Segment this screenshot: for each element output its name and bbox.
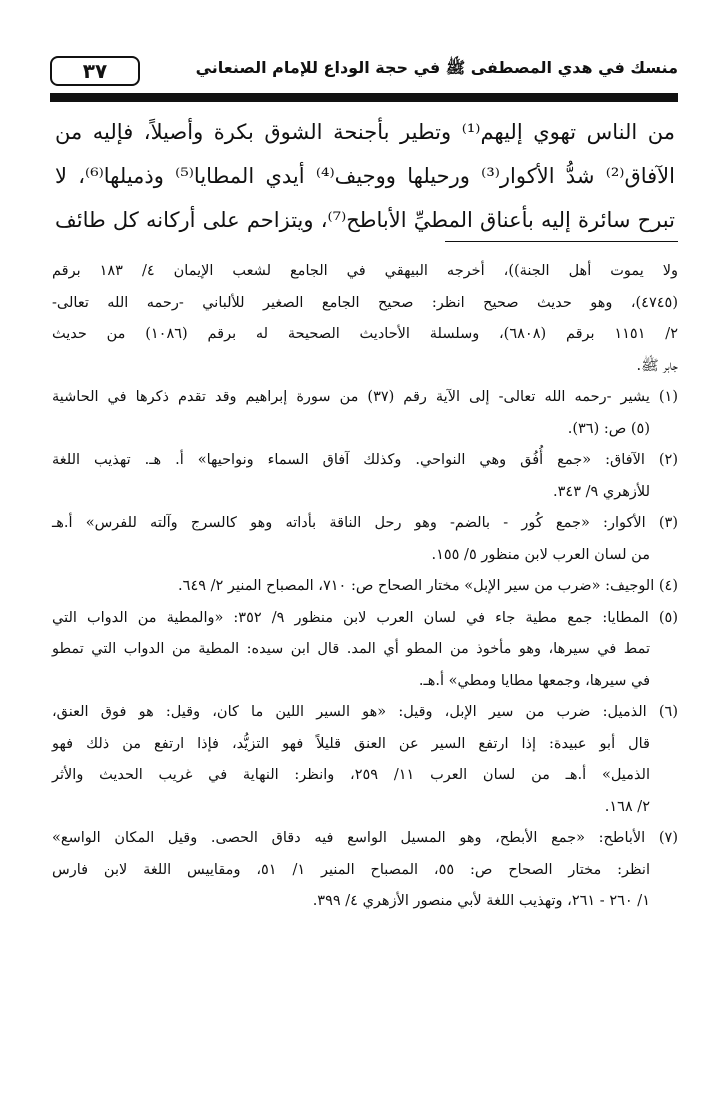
footnote-line: (٥) ص: (٣٦). xyxy=(567,420,650,437)
header-rule xyxy=(50,93,678,102)
main-text-line: تبرح سائرة إليه بأعناق المطيِّ الأباطح⁽⁷⁾، ويتزاحم على أركانه كل طائف xyxy=(55,208,675,232)
footnote-4 xyxy=(52,571,678,603)
footnotes xyxy=(52,256,678,918)
main-text xyxy=(55,110,675,242)
footnote-line: قال أبو عبيدة: إذا ارتفع السير عن العنق قليلاً فهو التزيُّد، فإذا ارتفع من ذلك فهو xyxy=(52,735,650,752)
main-text-line: الآفاق⁽²⁾ شدُّ الأكوار⁽³⁾ ورحيلها ووجيف⁽⁴⁾ أيدي المطايا⁽⁵⁾ وذميلها⁽⁶⁾، لا xyxy=(55,164,675,188)
footnote-separator xyxy=(445,241,678,242)
footnote-line: للأزهري ٩/ ٣٤٣. xyxy=(553,483,650,500)
main-text-line: من الناس تهوي إليهم⁽¹⁾ وتطير بأجنحة الشوق بكرة وأصيلاً، فإليه من xyxy=(55,120,675,144)
footnote-line: ١/ ٢٦٠ - ٢٦١، وتهذيب اللغة لأبي منصور الأزهري ٤/ ٣٩٩. xyxy=(312,893,650,909)
footnote-6 xyxy=(52,697,678,823)
footnote-line: (٤٧٤٥)، وهو حديث صحيح انظر: صحيح الجامع الصغير للألباني -رحمه الله تعالى- xyxy=(52,294,678,311)
footnote-line: ٢/ ١١٥١ برقم (٦٨٠٨)، وسلسلة الأحاديث الصحيحة له برقم (١٠٨٦) من حديث xyxy=(52,326,678,342)
footnote-line: (٧) الأباطح: «جمع الأبطح، وهو المسيل الواسع فيه دقاق الحصى. وقيل المكان الواسع» xyxy=(52,830,678,846)
page-number: ٣٧ xyxy=(50,56,140,86)
footnote-1 xyxy=(52,382,678,445)
footnote-line: انظر: مختار الصحاح ص: ٥٥، المصباح المنير ١/ ٥١، ومقاييس اللغة لابن فارس xyxy=(52,861,650,878)
page-header xyxy=(50,52,678,90)
footnote-3 xyxy=(52,508,678,571)
footnote-line: جابر ﷺ. xyxy=(636,357,678,374)
footnote-line: ٢/ ١٦٨. xyxy=(604,798,650,815)
footnote-line: (٢) الآفاق: «جمع أُفُق وهي النواحي. وكذلك آفاق السماء ونواحيها» أ. هـ. تهذيب اللغة xyxy=(52,452,678,468)
footnote-line: (٤) الوجيف: «ضرب من سير الإبل» مختار الصحاح ص: ٧١٠، المصباح المنير ٢/ ٦٤٩. xyxy=(178,578,678,594)
footnote-line: من لسان العرب لابن منظور ٥/ ١٥٥. xyxy=(431,546,650,563)
running-title: منسك في هدي المصطفى ﷺ في حجة الوداع للإمام الصنعاني xyxy=(195,58,678,77)
footnote-line: الذميل» أ.هـ من لسان العرب ١١/ ٢٥٩، وانظر: النهاية في غريب الحديث والأثر xyxy=(52,767,650,783)
continued-footnote xyxy=(52,256,678,382)
footnote-7 xyxy=(52,823,678,918)
footnote-line: في سيرها، وجمعها مطايا ومطي» أ.هـ. xyxy=(418,672,650,689)
footnote-line: (١) يشير -رحمه الله تعالى- إلى الآية رقم (٣٧) من سورة إبراهيم وقد تقدم ذكرها في الحاشية xyxy=(52,389,679,405)
footnote-line: (٣) الأكوار: «جمع كُور - بالضم- وهو رحل الناقة بأداته وهو كالسرج وآلته للفرس» أ.هـ xyxy=(52,515,678,531)
footnote-line: (٥) المطايا: جمع مطية جاء في لسان العرب لابن منظور ٩/ ٣٥٢: «والمطية من الدواب التي xyxy=(52,609,678,626)
footnote-5 xyxy=(52,603,678,698)
footnote-line: (٦) الذميل: ضرب من سير الإبل، وقيل: «هو السير اللين ما كان، وقيل: هو فوق العنق، xyxy=(52,704,678,720)
footnote-line: ولا يموت أهل الجنة))، أخرجه البيهقي في الجامع لشعب الإيمان ٤/ ١٨٣ برقم xyxy=(52,263,679,279)
footnote-line: تمط في سيرها، وهو مأخوذ من المطو أي المد. قال ابن سيده: المطية من الدواب التي تمطو xyxy=(52,641,650,657)
footnote-2 xyxy=(52,445,678,508)
